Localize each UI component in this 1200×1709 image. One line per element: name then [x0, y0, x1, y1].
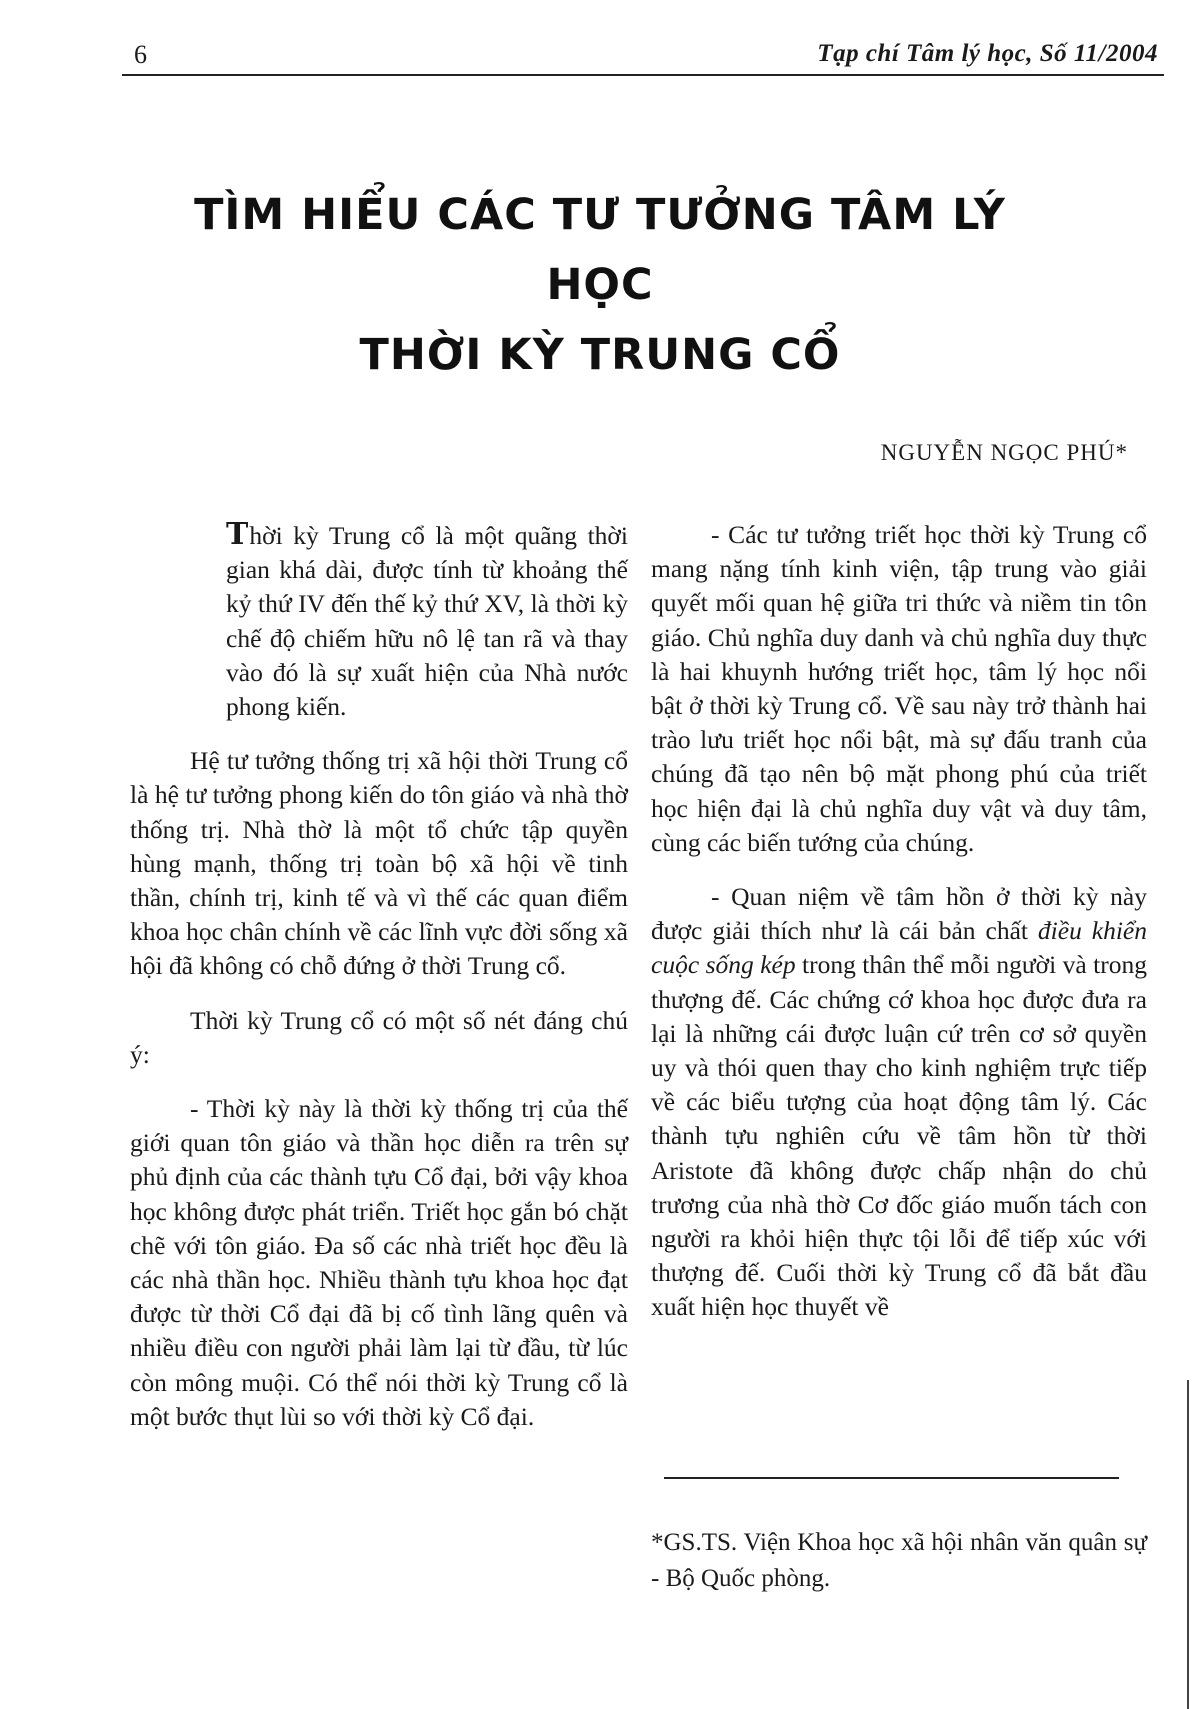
drop-cap: T — [226, 517, 249, 552]
italic-phrase: điều khiển cuộc sống kép — [651, 916, 1147, 980]
footnote-divider — [664, 1477, 1119, 1479]
paragraph-feature-soul — [651, 880, 1147, 1325]
paragraph-ideology: Hệ tư tưởng thống trị xã hội thời Trung cổ là hệ tư tưởng phong kiến do tôn giáo và nhà thờ thống trị. Nhà thờ là một tổ chức tập quyền hùng mạnh, thống trị toàn bộ xã hội về tinh thần, chính trị, kinh tế và vì thế các quan điểm khoa học chân chính về các lĩnh vực đời sống xã hội đã không có chỗ đứng ở thời Trung cổ. — [130, 746, 628, 981]
article-title-line-1: TÌM HIỂU CÁC TƯ TƯỞNG TÂM LÝ HỌC — [194, 190, 1006, 310]
paragraph-feature-philosophy: - Các tư tưởng triết học thời kỳ Trung cổ mang nặng tính kinh viện, tập trung vào giải quyết mối quan hệ giữa tri thức và niềm tin tôn giáo. Chủ nghĩa duy danh và chủ nghĩa duy thực là hai khuynh hướng triết học, tâm lý học nổi bật ở thời kỳ Trung cổ. Về sau này trở thành hai trào lưu triết học nổi bật, mà sự đấu tranh của chúng đã tạo nên bộ mặt phong phú của triết học hiện đại là chủ nghĩa duy vật và duy tâm, cùng các biến tướng của chúng. — [651, 520, 1147, 857]
running-header — [122, 38, 1164, 76]
page-number: 6 — [134, 40, 147, 69]
paragraph-soul-rest: trong thân thể mỗi người và trong thượng đế. Các chứng cớ khoa học được đưa ra lại là những cái được luận cứ trên cơ sở quyền uy và thói quen thay cho kinh nghiệm trực tiếp về các biểu tượng của hoạt động tâm lý. Các thành tựu nghiên cứu về tâm hồn từ thời Aristote đã không được chấp nhận do chủ trương của nhà thờ Cơ đốc giáo muốn tách con người ra khỏi hiện thực tội lỗi để tiếp xúc với thượng đế. Cuối thời kỳ Trung cổ đã bắt đầu xuất hiện học thuyết về — [651, 950, 1147, 1322]
author-footnote: *GS.TS. Viện Khoa học xã hội nhân văn quân sự - Bộ Quốc phòng. — [651, 1529, 1147, 1592]
article-title-line-2: THỜI KỲ TRUNG CỔ — [359, 330, 841, 380]
intro-paragraph-text: hời kỳ Trung cổ là một quãng thời gian khá dài, được tính từ khoảng thế kỷ thứ IV đến thế kỷ thứ XV, là thời kỳ chế độ chiếm hữu nô lệ tan rã và thay vào đó là sự xuất hiện của Nhà nước phong kiến. — [226, 521, 628, 722]
author-byline: NGUYỄN NGỌC PHÚ* — [880, 440, 1128, 465]
journal-running-title: Tạp chí Tâm lý học, Số 11/2004 — [817, 40, 1158, 67]
right-column — [651, 518, 1147, 1345]
page-edge-line — [1187, 1380, 1189, 1709]
paragraph-features-intro: Thời kỳ Trung cổ có một số nét đáng chú ý: — [130, 1005, 628, 1069]
article-title — [150, 180, 1050, 390]
left-column — [130, 518, 628, 1454]
paragraph-feature-theology: - Thời kỳ này là thời kỳ thống trị của thế giới quan tôn giáo và thần học diễn ra trên sự phủ định của các thành tựu Cổ đại, bởi vậy khoa học không được phát triển. Triết học gắn bó chặt chẽ với tôn giáo. Đa số các nhà triết học đều là các nhà thần học. Nhiều thành tựu khoa học đạt được từ thời Cổ đại đã bị cố tình lãng quên và nhiều điều con người phải làm lại từ đầu, từ lúc còn mông muội. Có thể nói thời kỳ Trung cổ là một bước thụt lùi so với thời kỳ Cổ đại. — [130, 1094, 628, 1431]
intro-paragraph — [130, 518, 628, 724]
paragraph-soul-start: - Quan niệm về tâm hồn ở thời kỳ này được giải thích như là cái bản chất — [651, 882, 1147, 946]
